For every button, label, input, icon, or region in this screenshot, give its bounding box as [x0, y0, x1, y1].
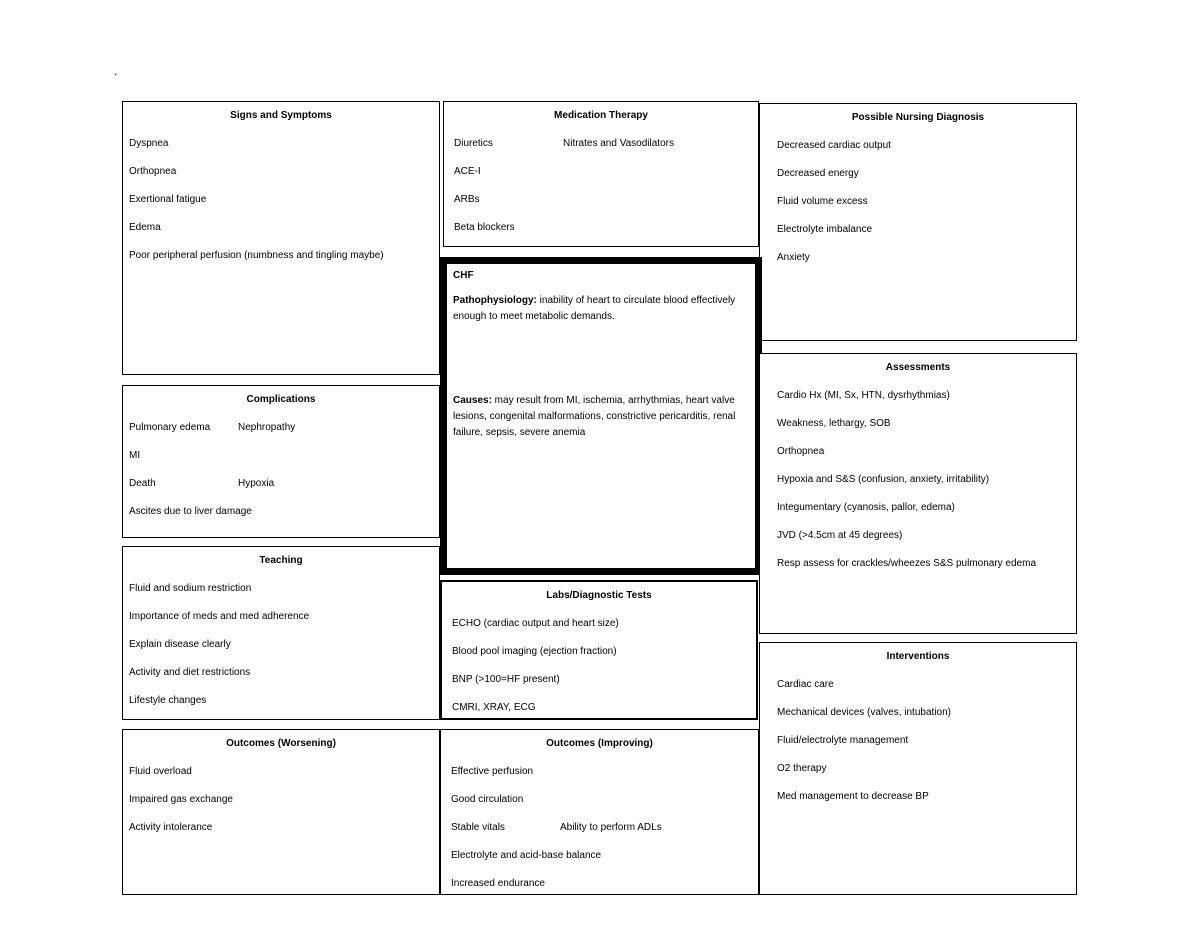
- assessments-item: Weakness, lethargy, SOB: [777, 418, 891, 429]
- complications-item: Pulmonary edema: [129, 422, 211, 433]
- teaching-item: Lifestyle changes: [129, 695, 207, 706]
- complications-item: Ascites due to liver damage: [129, 506, 252, 517]
- nursing-item: Anxiety: [777, 252, 810, 263]
- signs-title: Signs and Symptoms: [230, 110, 332, 121]
- complications-item: Nephropathy: [238, 422, 296, 433]
- causes-text: [453, 393, 753, 441]
- medication-item: Diuretics: [454, 138, 493, 149]
- medication-title: Medication Therapy: [554, 110, 648, 121]
- medication-item: ARBs: [454, 194, 480, 205]
- chf-core-box: [440, 257, 762, 575]
- worsening-item: Activity intolerance: [129, 822, 213, 833]
- assessments-item: Orthopnea: [777, 446, 825, 457]
- pathophysiology-text: [453, 293, 743, 325]
- assessments-item: JVD (>4.5cm at 45 degrees): [777, 530, 903, 541]
- teaching-title: Teaching: [259, 555, 303, 566]
- interventions-item: O2 therapy: [777, 763, 827, 774]
- causes-body: may result from MI, ischemia, arrhythmias, heart valve lesions, congenital malformations, constrictive pericarditis, renal failure, sepsis, severe anemia: [453, 395, 736, 438]
- complications-item: MI: [129, 450, 141, 461]
- signs-item: Exertional fatigue: [129, 194, 207, 205]
- nursing-item: Electrolyte imbalance: [777, 224, 873, 235]
- assessments-box: [759, 353, 1077, 634]
- improving-item: Electrolyte and acid-base balance: [451, 850, 602, 861]
- interventions-item: Cardiac care: [777, 679, 834, 690]
- signs-and-symptoms-box: [122, 101, 440, 375]
- outcomes-worsening-box: [122, 729, 440, 895]
- complications-box: [122, 385, 440, 538]
- labs-box: [440, 580, 758, 720]
- teaching-box: [122, 546, 440, 720]
- complications-title: Complications: [246, 394, 316, 405]
- medication-item: Beta blockers: [454, 222, 515, 233]
- nursing-item: Decreased cardiac output: [777, 140, 891, 151]
- nursing-diagnosis-box: [759, 103, 1077, 341]
- medication-item: Nitrates and Vasodilators: [563, 138, 674, 149]
- labs-item: Blood pool imaging (ejection fraction): [452, 646, 617, 657]
- complications-item: Hypoxia: [238, 478, 275, 489]
- signs-item: Orthopnea: [129, 166, 177, 177]
- labs-item: ECHO (cardiac output and heart size): [452, 618, 619, 629]
- nursing-item: Fluid volume excess: [777, 196, 868, 207]
- interventions-title: Interventions: [886, 651, 950, 662]
- pathophysiology-body: inability of heart to circulate blood effectively enough to meet metabolic demands.: [453, 295, 736, 322]
- pathophysiology-label: Pathophysiology:: [453, 295, 537, 306]
- teaching-item: Importance of meds and med adherence: [129, 611, 310, 622]
- nursing-title: Possible Nursing Diagnosis: [851, 112, 985, 123]
- labs-title: Labs/Diagnostic Tests: [546, 590, 652, 601]
- assessments-item: Cardio Hx (MI, Sx, HTN, dysrhythmias): [777, 390, 950, 401]
- worsening-item: Impaired gas exchange: [129, 794, 233, 805]
- complications-item: Death: [129, 478, 156, 489]
- teaching-item: Fluid and sodium restriction: [129, 583, 252, 594]
- assessments-item: Hypoxia and S&S (confusion, anxiety, irritability): [777, 474, 990, 485]
- interventions-item: Med management to decrease BP: [777, 791, 929, 802]
- chf-heading: CHF: [453, 270, 474, 281]
- teaching-item: Explain disease clearly: [129, 639, 231, 650]
- worsening-item: Fluid overload: [129, 766, 192, 777]
- teaching-item: Activity and diet restrictions: [129, 667, 251, 678]
- improving-item: Stable vitals: [451, 822, 505, 833]
- interventions-item: Fluid/electrolyte management: [777, 735, 909, 746]
- labs-item: BNP (>100=HF present): [452, 674, 560, 685]
- outcomes-improving-box: [440, 729, 759, 895]
- interventions-item: Mechanical devices (valves, intubation): [777, 707, 951, 718]
- assessments-item: Integumentary (cyanosis, pallor, edema): [777, 502, 955, 513]
- causes-label: Causes:: [453, 395, 492, 406]
- labs-item: CMRI, XRAY, ECG: [452, 702, 536, 713]
- signs-item: Edema: [129, 222, 161, 233]
- improving-item: Effective perfusion: [451, 766, 534, 777]
- improving-item: Good circulation: [451, 794, 524, 805]
- page-marker: .: [114, 64, 118, 78]
- signs-item: Dyspnea: [129, 138, 169, 149]
- signs-item: Poor peripheral perfusion (numbness and tingling maybe): [129, 250, 384, 261]
- worsening-title: Outcomes (Worsening): [226, 738, 336, 749]
- improving-item: Increased endurance: [451, 878, 545, 889]
- assessments-item: Resp assess for crackles/wheezes S&S pulmonary edema: [777, 558, 1037, 569]
- nursing-item: Decreased energy: [777, 168, 859, 179]
- improving-title: Outcomes (Improving): [546, 738, 653, 749]
- medication-therapy-box: [443, 101, 759, 247]
- medication-item: ACE-I: [454, 166, 481, 177]
- assessments-title: Assessments: [885, 362, 951, 373]
- improving-item: Ability to perform ADLs: [560, 822, 662, 833]
- interventions-box: [759, 642, 1077, 895]
